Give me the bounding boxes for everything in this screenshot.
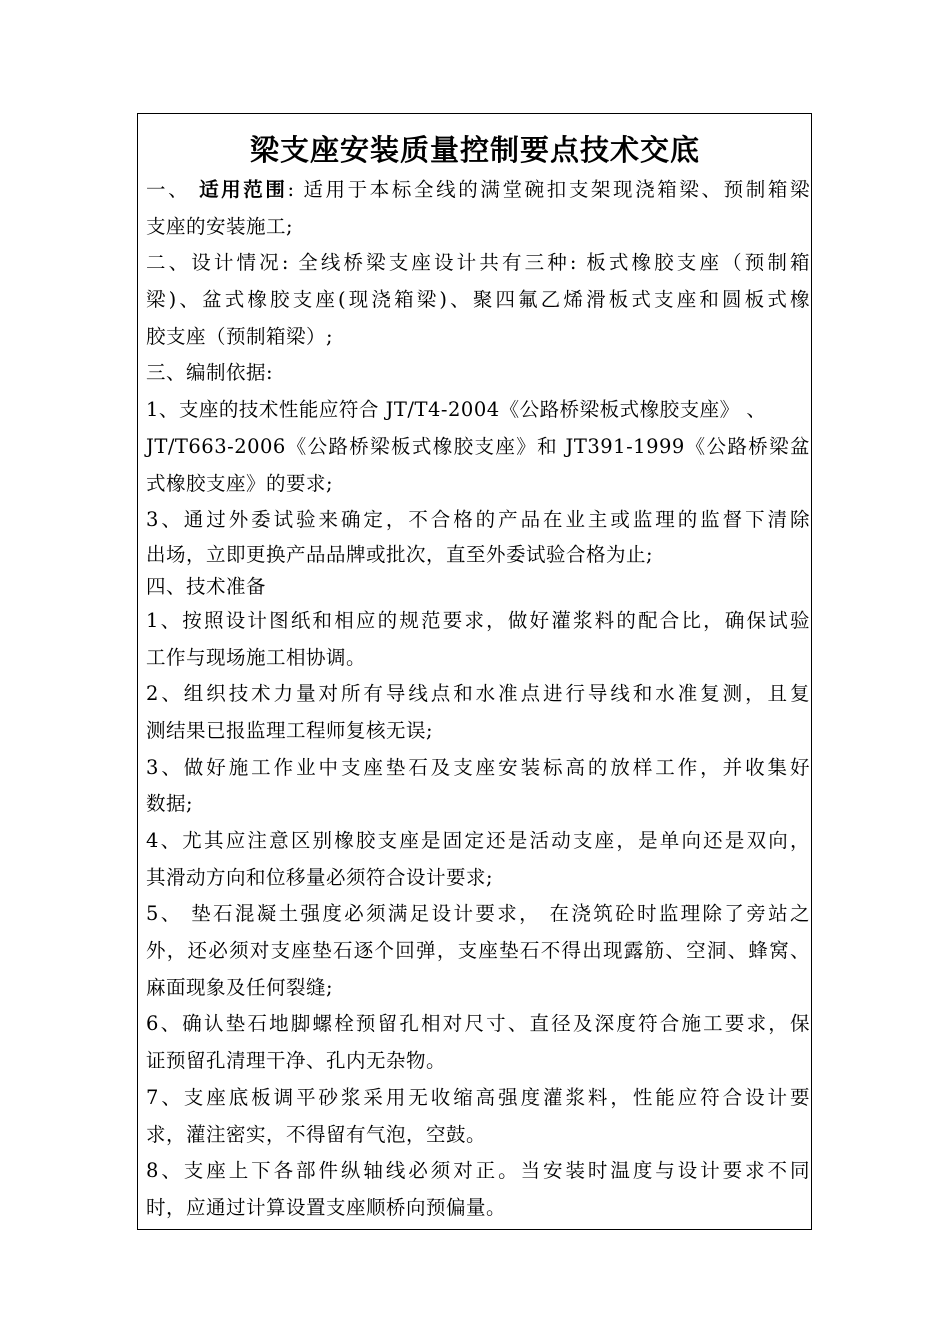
section-4-item-6-line-2: 证预留孔清理干净、孔内无杂物。 — [146, 1049, 447, 1073]
section-3-item-1-line-3: 式橡胶支座》的要求; — [146, 471, 334, 495]
section-2-line-1: 二、设计情况: 全线桥梁支座设计共有三种: 板式橡胶支座（预制箱 — [146, 251, 810, 275]
section-2-line-2: 梁)、盆式橡胶支座(现浇箱梁)、聚四氟乙烯滑板式支座和圆板式橡 — [146, 288, 810, 312]
section-4-item-7-line-1: 7、支座底板调平砂浆采用无收缩高强度灌浆料，性能应符合设计要 — [146, 1085, 810, 1109]
section-3-item-3-line-2: 出场，立即更换产品品牌或批次，直至外委试验合格为止; — [146, 542, 654, 566]
section-4-item-1-line-1: 1、按照设计图纸和相应的规范要求，做好灌浆料的配合比，确保试验 — [146, 608, 810, 632]
section-4-item-6-line-1: 6、确认垫石地脚螺栓预留孔相对尺寸、直径及深度符合施工要求，保 — [146, 1012, 810, 1036]
section-2-line-3: 胶支座（预制箱梁）; — [146, 324, 334, 348]
section-1-line-2: 支座的安装施工; — [146, 214, 294, 238]
section-4-heading: 四、技术准备 — [146, 574, 267, 598]
section-4-item-5-line-2: 外，还必须对支座垫石逐个回弹，支座垫石不得出现露筋、空洞、蜂窝、 — [146, 939, 810, 963]
document-body — [146, 172, 810, 1227]
section-4-item-4-line-2: 其滑动方向和位移量必须符合设计要求; — [146, 865, 494, 889]
section-4-item-2-line-2: 测结果已报监理工程师复核无误; — [146, 718, 434, 742]
section-4-item-4-line-1: 4、尤其应注意区别橡胶支座是固定还是活动支座，是单向还是双向， — [146, 829, 810, 852]
section-4-item-3-line-1: 3、做好施工作业中支座垫石及支座安装标高的放样工作，并收集好 — [146, 755, 810, 779]
section-4-item-5-line-1: 5、 垫石混凝土强度必须满足设计要求， 在浇筑砼时监理除了旁站之 — [146, 902, 810, 926]
section-4-item-7-line-2: 求，灌注密实，不得留有气泡，空鼓。 — [146, 1122, 487, 1146]
section-3-item-1-line-1: 1、支座的技术性能应符合 JT/T4-2004《公路桥梁板式橡胶支座》 、 — [146, 398, 767, 422]
section-1-text: : 适用于本标全线的满堂碗扣支架现浇箱梁、预制箱梁 — [287, 178, 810, 201]
section-4-item-8-line-2: 时，应通过计算设置支座顺桥向预偏量。 — [146, 1195, 507, 1219]
section-3-item-3-line-1: 3、通过外委试验来确定，不合格的产品在业主或监理的监督下清除 — [146, 508, 810, 532]
section-1-line-1 — [146, 172, 810, 209]
document-title: 梁支座安装质量控制要点技术交底 — [249, 133, 700, 167]
section-4-item-5-line-3: 麻面现象及任何裂缝; — [146, 975, 334, 999]
section-4-item-1-line-2: 工作与现场施工相协调。 — [146, 645, 367, 669]
section-1-prefix: 一、 — [146, 178, 200, 201]
section-3-heading: 三、编制依据: — [146, 361, 274, 385]
section-4-item-2-line-1: 2、组织技术力量对所有导线点和水准点进行导线和水准复测，且复 — [146, 682, 810, 706]
section-4-item-8-line-1: 8、支座上下各部件纵轴线必须对正。当安装时温度与设计要求不同 — [146, 1159, 810, 1183]
section-3-item-1-line-2: JT/T663-2006《公路桥梁板式橡胶支座》和 JT391-1999《公路桥梁盆 — [146, 434, 810, 458]
section-4-item-3-line-2: 数据; — [146, 792, 194, 816]
section-1-label: 适用范围 — [199, 178, 288, 201]
